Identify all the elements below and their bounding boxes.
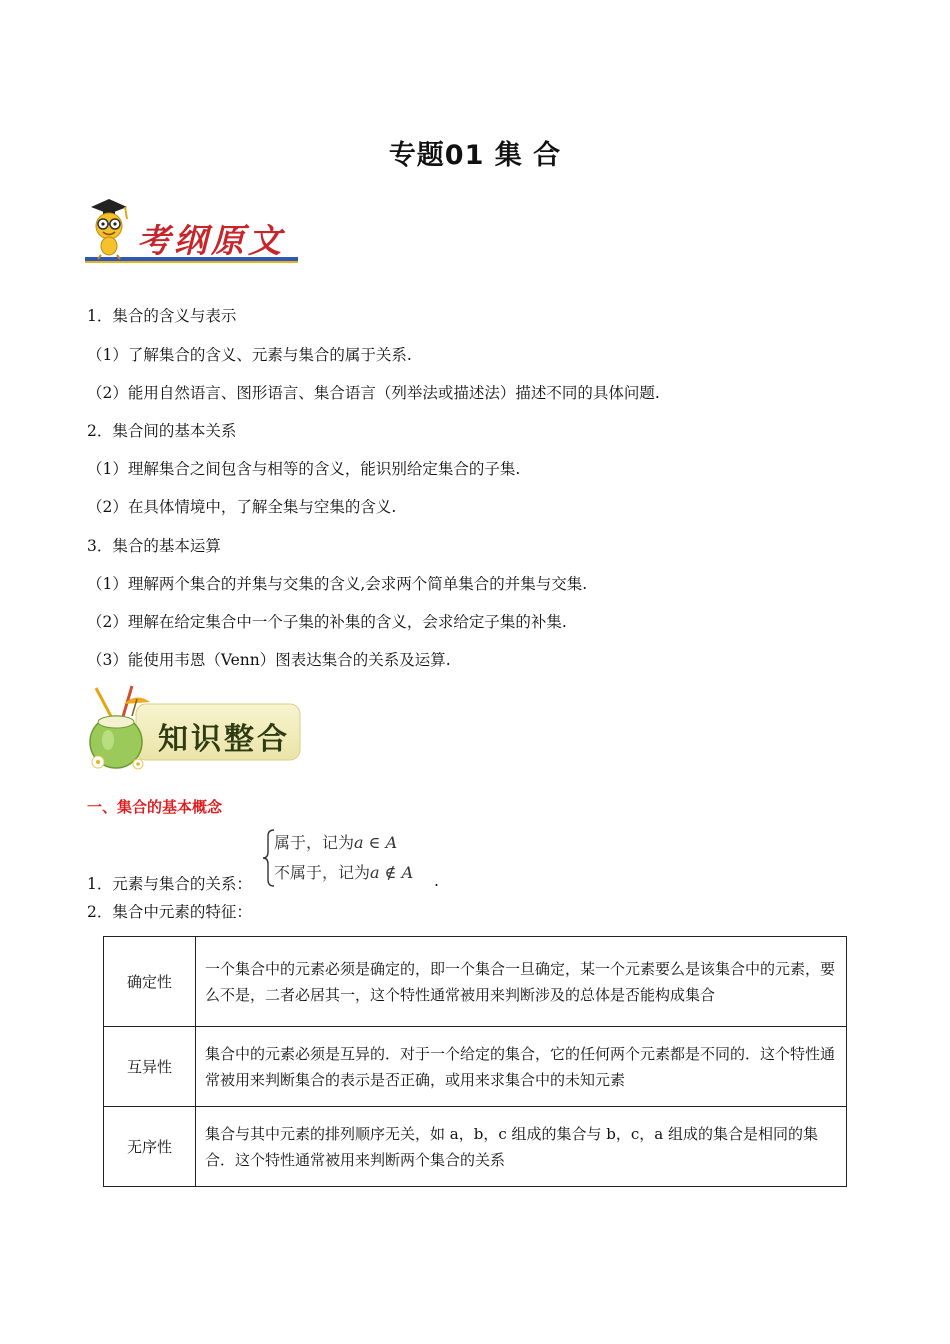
knowledge-banner-title: 知识整合 [158,722,290,757]
relation-not-belong-math: a ∉ A [370,863,414,882]
feature-name: 无序性 [104,1107,196,1187]
outline-item-2-2: （2）在具体情境中，了解全集与空集的含义. [87,498,397,516]
feature-desc: 一个集合中的元素必须是确定的，即一个集合一旦确定，某一个元素要么是该集合中的元素，要么不是，二者必居其一，这个特性通常被用来判断涉及的总体是否能构成集合 [196,937,847,1027]
outline-item-3-2: （2）理解在给定集合中一个子集的补集的含义，会求给定子集的补集. [87,613,567,631]
relation-not-belong [274,860,413,883]
relation-belong-math: a ∈ A [354,833,398,852]
outline-item-2-1: （1）理解集合之间包含与相等的含义，能识别给定集合的子集. [87,460,521,478]
outline-item-3: 3．集合的基本运算 [87,537,221,555]
page-title: 专题01 集 合 [388,140,562,171]
exam-outline-banner-title: 考纲原文 [137,221,285,260]
exam-outline-banner [85,193,300,268]
element-features-label: 2．集合中元素的特征： [87,903,252,921]
outline-item-1-2: （2）能用自然语言、图形语言、集合语言（列举法或描述法）描述不同的具体问题. [87,384,660,402]
table-row [104,937,847,1027]
relation-brace [262,828,462,888]
table-row [104,1107,847,1187]
knowledge-banner [86,682,304,774]
relation-period: . [434,872,439,890]
element-set-relation-label: 1．元素与集合的关系： [87,875,252,893]
relation-belong-text: 属于，记为 [274,833,355,852]
outline-item-3-3: （3）能使用韦恩（Venn）图表达集合的关系及运算. [87,651,451,669]
feature-desc: 集合与其中元素的排列顺序无关，如 a，b，c 组成的集合与 b，c，a 组成的集合是相同的集合．这个特性通常被用来判断两个集合的关系 [196,1107,847,1187]
feature-desc: 集合中的元素必须是互异的．对于一个给定的集合，它的任何两个元素都是不同的．这个特性通常被用来判断集合的表示是否正确，或用来求集合中的未知元素 [196,1027,847,1107]
table-row [104,1027,847,1107]
outline-item-1-1: （1）了解集合的含义、元素与集合的属于关系. [87,346,412,364]
feature-name: 确定性 [104,937,196,1027]
relation-not-belong-text: 不属于，记为 [274,863,371,882]
outline-item-1: 1．集合的含义与表示 [87,307,237,325]
relation-belong [274,830,397,853]
section-heading-basic-concepts: 一、集合的基本概念 [87,798,223,816]
feature-name: 互异性 [104,1027,196,1107]
outline-item-3-1: （1）理解两个集合的并集与交集的含义,会求两个简单集合的并集与交集. [87,575,588,593]
outline-item-2: 2．集合间的基本关系 [87,422,237,440]
features-table [103,936,847,1187]
